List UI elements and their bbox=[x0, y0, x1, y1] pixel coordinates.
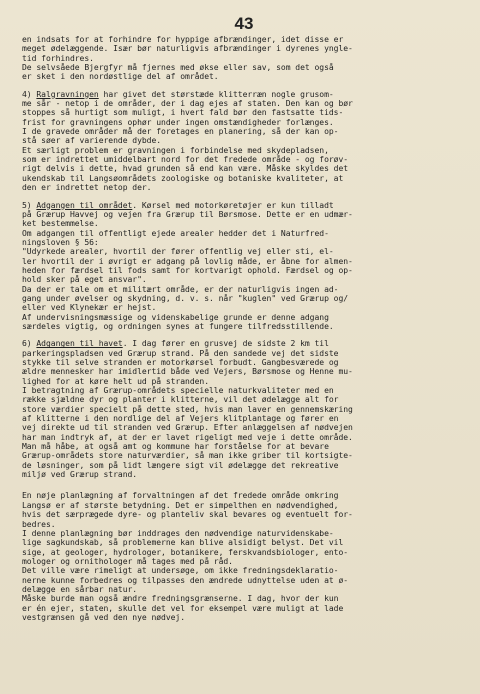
text-line: lighed for at køre helt ud på stranden. bbox=[22, 376, 209, 386]
text-line: vestgrænsen gå ved den nye nødvej. bbox=[22, 612, 186, 622]
text-line: delægge en sårbar natur. bbox=[22, 584, 138, 594]
text-line: nerne kunne forbedres og tilpasses den ændrede udnyttelse uden at ø- bbox=[22, 575, 349, 585]
text-line: I betragtning af Grærup-områdets specielle naturkvaliteter med en bbox=[22, 386, 334, 396]
text-line: Man må håbe, at også amt og kommune har forståelse for at bevare bbox=[22, 442, 329, 452]
text-line: En nøje planlægning af forvaltningen af det fredede område omkring bbox=[22, 491, 339, 501]
text-line: De selvsåede Bjergfyr må fjernes med økse eller sav, som det også bbox=[22, 63, 334, 73]
paragraph-gap bbox=[22, 331, 466, 339]
text-line: heden for færdsel til fods samt for kortvarigt ophold. Færdsel og op- bbox=[22, 265, 353, 275]
text-line: sige, at geologer, hydrologer, botanikere, ferskvandsbiologer, ento- bbox=[22, 547, 349, 557]
text-line: 6) Adgangen til havet. I dag fører en grusvej de sidste 2 km til bbox=[22, 339, 329, 349]
text-line: ukendskab til Langsøområdets zoologiske og botaniske kvaliteter, at bbox=[22, 173, 344, 183]
text-line: "Udyrkede arealer, hvortil der fører offentlig vej eller sti, el- bbox=[22, 247, 334, 257]
text-line: I de gravede områder må der foretages en planering, så der kan op- bbox=[22, 127, 339, 137]
text-line: ler hvortil der i øvrigt er adgang på lovlig måde, er åbne for almen- bbox=[22, 256, 353, 266]
text-line: eller ved Klynekær er hejst. bbox=[22, 303, 157, 313]
text-line: de løsninger, som på lidt længere sigt vil ødelægge det rekreative bbox=[22, 460, 339, 470]
text-line: hvis det særprægede dyre- og planteliv skal bevares og eventuelt for- bbox=[22, 510, 353, 520]
text-line: række sjældne dyr og planter i klitterne, vil det ødelægge alt for bbox=[22, 395, 339, 405]
text-line: rigt delvis i dette, hvad grunden så end kan være. Måske skyldes det bbox=[22, 164, 349, 174]
text-line: ket bestemmelse. bbox=[22, 219, 99, 229]
text-line: ældre mennesker har imidlertid både ved Vejers, Børsmose og Henne mu- bbox=[22, 367, 353, 377]
text-line: Langsø er af største betydning. Det er simpelthen en nødvendighed, bbox=[22, 500, 339, 510]
text-line: Om adgangen til offentligt ejede arealer hedder det i Naturfred- bbox=[22, 228, 329, 238]
text-line: miljø ved Grærup strand. bbox=[22, 470, 138, 480]
text-line: stå søer af varierende dybde. bbox=[22, 136, 162, 146]
text-line: er sket i den nordøstlige del af området. bbox=[22, 72, 219, 82]
text-line: meget ødelæggende. Især bør naturligvis afbrændinger i dyrenes yngle- bbox=[22, 44, 353, 54]
text-line: tid forhindres. bbox=[22, 53, 94, 63]
text-line: som er indrettet umiddelbart nord for det fredede område - og forøv- bbox=[22, 155, 349, 165]
text-line: ningsloven § 56: bbox=[22, 237, 99, 247]
text-line: Et særligt problem er gravningen i forbindelse med skydepladsen, bbox=[22, 145, 329, 155]
text-line: Måske burde man også ændre fredningsgrænserne. I dag, hvor der kun bbox=[22, 594, 339, 604]
text-line: store værdier specielt på dette sted, hvis man laver en gennemskæring bbox=[22, 404, 353, 414]
text-line: den er indrettet netop der. bbox=[22, 183, 152, 193]
text-line: parkeringspladsen ved Grærup strand. På den sandede vej det sidste bbox=[22, 348, 339, 358]
text-line: på Grærup Havvej og vejen fra Grærup til Børsmose. Dette er en udmær- bbox=[22, 209, 353, 219]
text-line: Det ville være rimeligt at undersøge, om ikke fredningsdeklaratio- bbox=[22, 566, 339, 576]
paragraph-gap bbox=[22, 479, 466, 487]
text-line: mologer og ornithologer må tages med på råd. bbox=[22, 556, 233, 566]
text-line: stoppes så hurtigt som muligt, i hvert fald bør den fastsatte tids- bbox=[22, 108, 344, 118]
paragraph-gap bbox=[22, 82, 466, 90]
text-line: en indsats for at forhindre for hyppige afbrændinger, idet disse er bbox=[22, 35, 344, 44]
text-line: Grærup-områdets store naturværdier, så man ikke griber til kortsigte- bbox=[22, 451, 353, 461]
paragraph-gap bbox=[22, 193, 466, 201]
text-line: bedres. bbox=[22, 519, 56, 529]
text-line: 5) Adgangen til området. Kørsel med motorkøretøjer er kun tilladt bbox=[22, 200, 334, 210]
body-text bbox=[22, 35, 466, 622]
text-line: 4) Ralgravningen har givet det størstæde klitterræn nogle grusom- bbox=[22, 89, 334, 99]
text-line: hold sker på eget ansvar". bbox=[22, 275, 147, 285]
text-line: lige sagkundskab, så problemerne kan blive alsidigt belyst. Det vil bbox=[22, 538, 344, 548]
text-line: Af undervisningsmæssige og videnskabelige grunde er denne adgang bbox=[22, 312, 329, 322]
page-number: 43 bbox=[234, 14, 254, 33]
text-line: me sår - netop i de områder, der i dag ejes af staten. Den kan og bør bbox=[22, 99, 353, 109]
text-line: af klitterne i den nordlige del af Vejers klitplantage og fører en bbox=[22, 414, 339, 424]
text-line: er én ejer, staten, skulle det vel for eksempel være muligt at lade bbox=[22, 603, 344, 613]
text-line: stykke til selve stranden er motorkørsel forbudt. Gangbesværede og bbox=[22, 358, 339, 367]
text-line: gang under øvelser og skydning, d. v. s. når "kuglen" ved Grærup og/ bbox=[22, 293, 349, 303]
text-line: Da der er tale om et militært område, er der naturligvis ingen ad- bbox=[22, 284, 339, 294]
text-line: I denne planlægning bør inddrages den nødvendige naturvidenskabe- bbox=[22, 528, 334, 538]
text-line: frist for gravningens ophør under ingen omstændigheder forlænges. bbox=[22, 117, 334, 127]
text-line: særdeles vigtig, og ordningen synes at fungere tilfredsstillende. bbox=[22, 321, 334, 331]
text-line: har man indtryk af, at der er lavet rigeligt med veje i dette område. bbox=[22, 432, 353, 442]
text-line: vej direkte ud til stranden ved Grærup. Efter anlæggelsen af nødvejen bbox=[22, 423, 353, 433]
